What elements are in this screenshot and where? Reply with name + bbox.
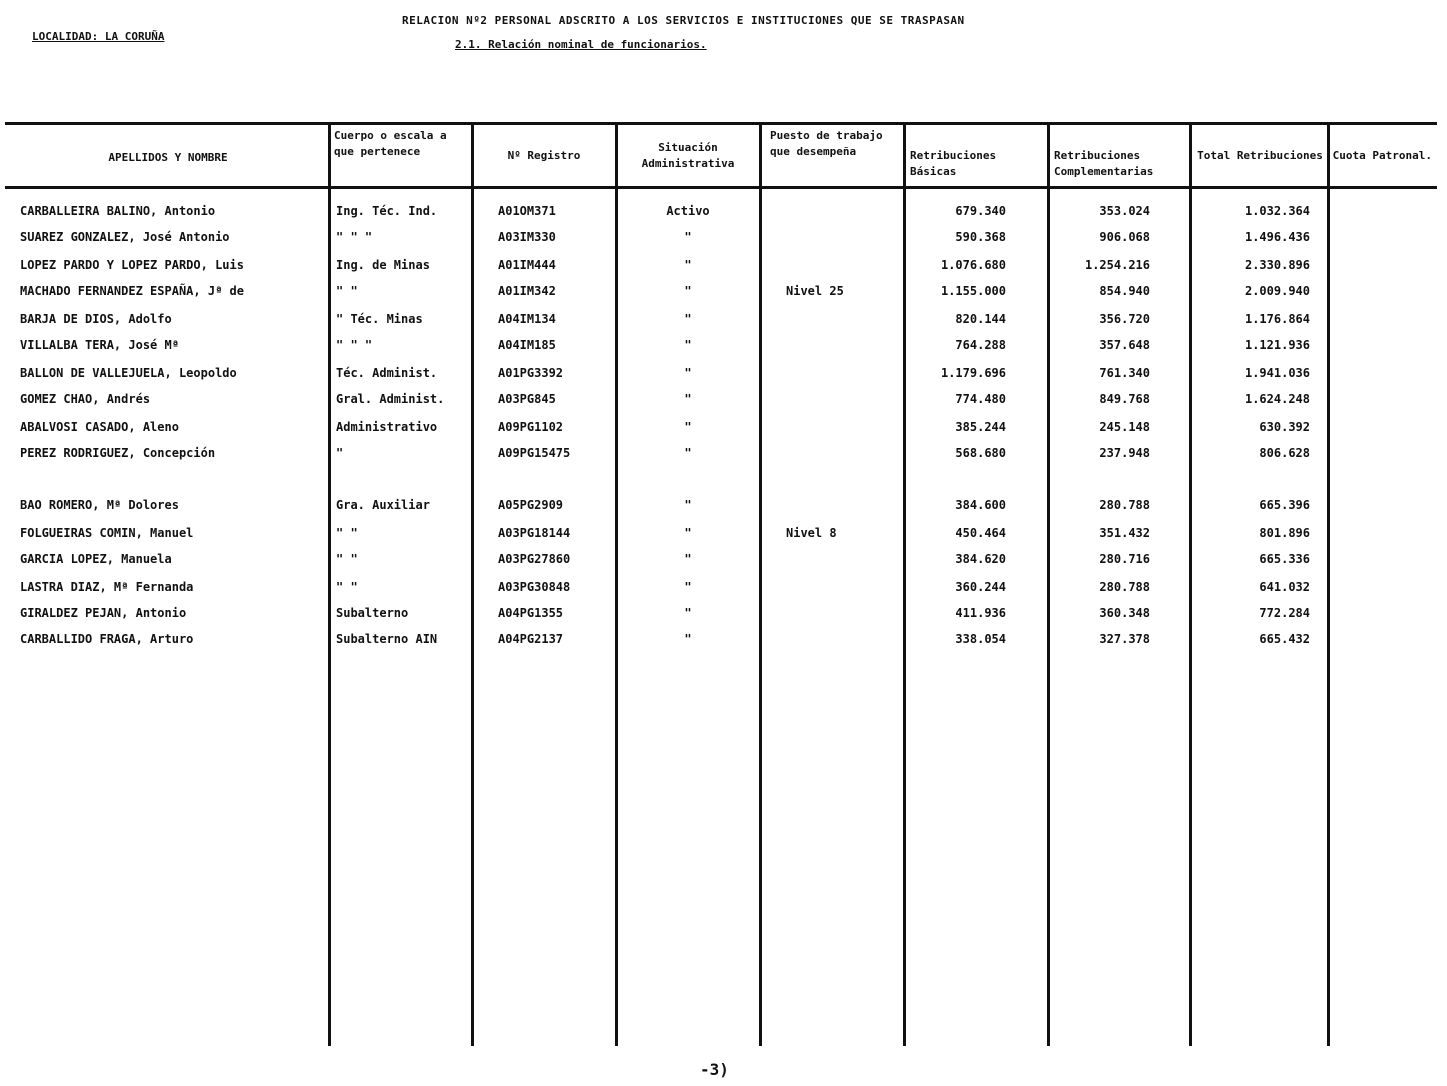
cell-situacion: " <box>684 284 692 298</box>
column-header-complementarias: Retribuciones Complementarias <box>1054 149 1154 178</box>
cell-registro: A01PG3392 <box>498 366 564 380</box>
cell-cuerpo: " " <box>336 526 358 540</box>
cell-complementarias: 906.068 <box>1099 230 1150 244</box>
cell-name: GARCIA LOPEZ, Manuela <box>20 552 172 566</box>
cell-registro: A03PG18144 <box>498 526 571 540</box>
cell-complementarias: 280.788 <box>1099 580 1150 594</box>
cell-situacion: " <box>684 230 692 244</box>
cell-name: CARBALLIDO FRAGA, Arturo <box>20 632 194 646</box>
cell-complementarias: 854.940 <box>1099 284 1150 298</box>
cell-basicas: 385.244 <box>955 420 1006 434</box>
column-header-total: Total Retribuciones <box>1197 149 1323 162</box>
cell-name: LASTRA DIAZ, Mª Fernanda <box>20 580 194 594</box>
cell-situacion: " <box>684 366 692 380</box>
cell-name: VILLALBA TERA, José Mª <box>20 338 179 352</box>
cell-name: GOMEZ CHAO, Andrés <box>20 392 151 406</box>
cell-complementarias: 245.148 <box>1099 420 1150 434</box>
cell-cuerpo: Gra. Auxiliar <box>336 498 430 512</box>
page-number: -3) <box>700 1060 729 1079</box>
cell-registro: A01OM371 <box>498 204 556 218</box>
cell-complementarias: 357.648 <box>1099 338 1150 352</box>
column-header-cuerpo: Cuerpo o escala a que pertenece <box>334 129 447 158</box>
cell-cuerpo: Administrativo <box>336 420 438 434</box>
cell-situacion: " <box>684 312 692 326</box>
cell-total: 1.121.936 <box>1244 338 1310 352</box>
cell-registro: A03IM330 <box>498 230 556 244</box>
cell-cuerpo: " " " <box>336 230 373 244</box>
document-subtitle: 2.1. Relación nominal de funcionarios. <box>455 38 707 51</box>
column-divider <box>471 122 474 1046</box>
cell-cuerpo: Ing. Téc. Ind. <box>336 204 438 218</box>
cell-name: GIRALDEZ PEJAN, Antonio <box>20 606 187 620</box>
cell-basicas: 764.288 <box>955 338 1006 352</box>
cell-basicas: 820.144 <box>955 312 1006 326</box>
cell-registro: A04PG1355 <box>498 606 564 620</box>
cell-total: 665.396 <box>1259 498 1310 512</box>
column-divider <box>759 122 762 1046</box>
cell-name: LOPEZ PARDO Y LOPEZ PARDO, Luis <box>20 258 244 272</box>
column-header-puesto: Puesto de trabajo que desempeña <box>770 129 883 158</box>
cell-situacion: " <box>684 446 692 460</box>
cell-complementarias: 849.768 <box>1099 392 1150 406</box>
cell-name: FOLGUEIRAS COMIN, Manuel <box>20 526 194 540</box>
cell-total: 2.009.940 <box>1244 284 1310 298</box>
cell-basicas: 1.179.696 <box>940 366 1006 380</box>
cell-registro: A09PG1102 <box>498 420 564 434</box>
column-divider <box>328 122 331 1046</box>
cell-complementarias: 280.716 <box>1099 552 1150 566</box>
cell-cuerpo: Subalterno <box>336 606 409 620</box>
cell-basicas: 590.368 <box>955 230 1006 244</box>
cell-registro: A09PG15475 <box>498 446 571 460</box>
cell-name: MACHADO FERNANDEZ ESPAÑA, Jª de <box>20 284 244 298</box>
cell-situacion: " <box>684 526 692 540</box>
cell-cuerpo: Ing. de Minas <box>336 258 430 272</box>
column-header-basicas: Retribuciones Básicas <box>910 149 997 178</box>
cell-basicas: 338.054 <box>955 632 1006 646</box>
cell-registro: A05PG2909 <box>498 498 564 512</box>
cell-situacion: " <box>684 552 692 566</box>
cell-total: 1.176.864 <box>1244 312 1310 326</box>
column-divider <box>615 122 618 1046</box>
cell-complementarias: 351.432 <box>1099 526 1150 540</box>
cell-name: SUAREZ GONZALEZ, José Antonio <box>20 230 230 244</box>
cell-situacion: " <box>684 580 692 594</box>
column-divider <box>1189 122 1192 1046</box>
cell-registro: A04PG2137 <box>498 632 564 646</box>
cell-basicas: 360.244 <box>955 580 1006 594</box>
cell-situacion: " <box>684 420 692 434</box>
cell-situacion: " <box>684 258 692 272</box>
cell-registro: A03PG30848 <box>498 580 571 594</box>
cell-total: 641.032 <box>1259 580 1310 594</box>
cell-cuerpo: " " " <box>336 338 373 352</box>
column-divider <box>903 122 906 1046</box>
cell-complementarias: 356.720 <box>1099 312 1150 326</box>
cell-situacion: " <box>684 498 692 512</box>
cell-situacion: " <box>684 632 692 646</box>
cell-situacion: " <box>684 606 692 620</box>
cell-basicas: 1.076.680 <box>940 258 1006 272</box>
cell-complementarias: 761.340 <box>1099 366 1150 380</box>
cell-complementarias: 353.024 <box>1099 204 1150 218</box>
cell-situacion: " <box>684 392 692 406</box>
cell-basicas: 384.620 <box>955 552 1006 566</box>
cell-cuerpo: " Téc. Minas <box>336 312 423 326</box>
cell-registro: A03PG845 <box>498 392 556 406</box>
cell-total: 665.432 <box>1259 632 1310 646</box>
cell-name: BALLON DE VALLEJUELA, Leopoldo <box>20 366 237 380</box>
cell-situacion: Activo <box>666 204 710 218</box>
table-top-rule <box>5 122 1437 125</box>
cell-registro: A04IM134 <box>498 312 556 326</box>
cell-total: 806.628 <box>1259 446 1310 460</box>
column-header-cuota: Cuota Patronal. <box>1332 149 1432 162</box>
cell-complementarias: 327.378 <box>1099 632 1150 646</box>
cell-puesto: Nivel 25 <box>786 284 844 298</box>
cell-name: BAO ROMERO, Mª Dolores <box>20 498 179 512</box>
cell-total: 772.284 <box>1259 606 1310 620</box>
cell-cuerpo: " " <box>336 284 358 298</box>
cell-total: 801.896 <box>1259 526 1310 540</box>
locality-label: LOCALIDAD: LA CORUÑA <box>32 30 165 43</box>
cell-total: 2.330.896 <box>1244 258 1310 272</box>
cell-total: 665.336 <box>1259 552 1310 566</box>
cell-puesto: Nivel 8 <box>786 526 837 540</box>
cell-cuerpo: " " <box>336 580 358 594</box>
cell-basicas: 384.600 <box>955 498 1006 512</box>
cell-basicas: 568.680 <box>955 446 1006 460</box>
cell-registro: A03PG27860 <box>498 552 571 566</box>
cell-total: 1.032.364 <box>1244 204 1310 218</box>
cell-name: PEREZ RODRIGUEZ, Concepción <box>20 446 216 460</box>
cell-complementarias: 280.788 <box>1099 498 1150 512</box>
cell-total: 1.496.436 <box>1244 230 1310 244</box>
cell-complementarias: 360.348 <box>1099 606 1150 620</box>
cell-total: 1.941.036 <box>1244 366 1310 380</box>
column-header-situacion: Situación Administrativa <box>641 141 735 170</box>
cell-cuerpo: Subalterno AIN <box>336 632 438 646</box>
column-divider <box>1047 122 1050 1046</box>
cell-cuerpo: " " <box>336 552 358 566</box>
cell-total: 630.392 <box>1259 420 1310 434</box>
cell-cuerpo: " <box>336 446 344 460</box>
cell-basicas: 679.340 <box>955 204 1006 218</box>
cell-basicas: 450.464 <box>955 526 1006 540</box>
cell-cuerpo: Téc. Administ. <box>336 366 438 380</box>
cell-basicas: 774.480 <box>955 392 1006 406</box>
cell-registro: A04IM185 <box>498 338 556 352</box>
table-header-rule <box>5 186 1437 189</box>
cell-total: 1.624.248 <box>1244 392 1310 406</box>
column-header-name: APELLIDOS Y NOMBRE <box>108 151 228 164</box>
cell-complementarias: 237.948 <box>1099 446 1150 460</box>
cell-registro: A01IM444 <box>498 258 556 272</box>
cell-basicas: 411.936 <box>955 606 1006 620</box>
column-divider <box>1327 122 1330 1046</box>
column-header-registro: Nº Registro <box>507 149 581 162</box>
cell-cuerpo: Gral. Administ. <box>336 392 445 406</box>
document-title: RELACION Nº2 PERSONAL ADSCRITO A LOS SERVICIOS E INSTITUCIONES QUE SE TRASPASAN <box>402 14 965 27</box>
cell-basicas: 1.155.000 <box>940 284 1006 298</box>
cell-name: ABALVOSI CASADO, Aleno <box>20 420 179 434</box>
cell-registro: A01IM342 <box>498 284 556 298</box>
cell-complementarias: 1.254.216 <box>1084 258 1150 272</box>
cell-name: CARBALLEIRA BALINO, Antonio <box>20 204 216 218</box>
cell-name: BARJA DE DIOS, Adolfo <box>20 312 172 326</box>
cell-situacion: " <box>684 338 692 352</box>
